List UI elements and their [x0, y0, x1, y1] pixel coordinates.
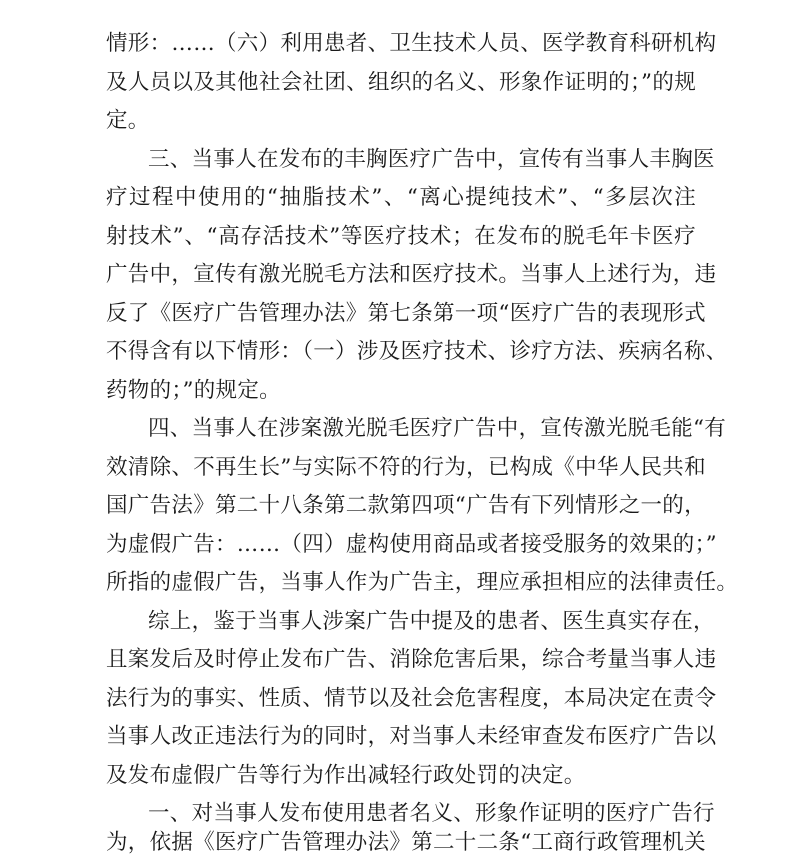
- paragraph-3-line-2: 疗过程中使用的“抽脂技术”、“离心提纯技术”、“多层次注: [106, 185, 696, 210]
- paragraph-3-line-7: 药物的；”的规定。: [106, 378, 281, 403]
- paragraph-3-line-3: 射技术”、“高存活技术”等医疗技术；在发布的脱毛年卡医疗: [106, 224, 696, 249]
- summary-line-1: 综上，鉴于当事人涉案广告中提及的患者、医生真实存在，: [148, 609, 715, 634]
- summary-line-2: 且案发后及时停止发布广告、消除危害后果，综合考量当事人违: [106, 647, 717, 672]
- summary-line-3: 法行为的事实、性质、情节以及社会危害程度，本局决定在责令: [106, 686, 717, 711]
- paragraph-3-line-5: 反了《医疗广告管理办法》第七条第一项“医疗广告的表现形式: [106, 301, 706, 326]
- text-line-1: 情形：……（六）利用患者、卫生技术人员、医学教育科研机构: [106, 31, 717, 56]
- penalty-line-1: 一、对当事人发布使用患者名义、形象作证明的医疗广告行: [148, 801, 715, 826]
- summary-line-4: 当事人改正违法行为的同时，对当事人未经审查发布医疗广告以: [106, 724, 717, 749]
- text-line-3: 定。: [106, 108, 150, 133]
- paragraph-4-line-5: 所指的虚假广告，当事人作为广告主，理应承担相应的法律责任。: [106, 570, 739, 595]
- paragraph-3-line-1: 三、当事人在发布的丰胸医疗广告中，宣传有当事人丰胸医: [148, 147, 715, 172]
- paragraph-4-line-3: 国广告法》第二十八条第二款第四项“广告有下列情形之一的，: [106, 493, 706, 518]
- summary-line-5: 及发布虚假广告等行为作出减轻行政处罚的决定。: [106, 763, 586, 788]
- paragraph-4-line-4: 为虚假广告：……（四）虚构使用商品或者接受服务的效果的；”: [106, 532, 717, 557]
- text-line-2: 及人员以及其他社会社团、组织的名义、形象作证明的；”的规: [106, 70, 696, 95]
- paragraph-4-line-2: 效清除、不再生长”与实际不符的行为，已构成《中华人民共和: [106, 455, 706, 480]
- paragraph-3-line-6: 不得含有以下情形：（一）涉及医疗技术、诊疗方法、疾病名称、: [106, 339, 728, 364]
- paragraph-4-line-1: 四、当事人在涉案激光脱毛医疗广告中，宣传激光脱毛能“有: [148, 416, 727, 441]
- paragraph-3-line-4: 广告中，宣传有激光脱毛方法和医疗技术。当事人上述行为，违: [106, 262, 717, 287]
- penalty-line-2: 为，依据《医疗广告管理办法》第二十二条“工商行政管理机关: [106, 830, 706, 855]
